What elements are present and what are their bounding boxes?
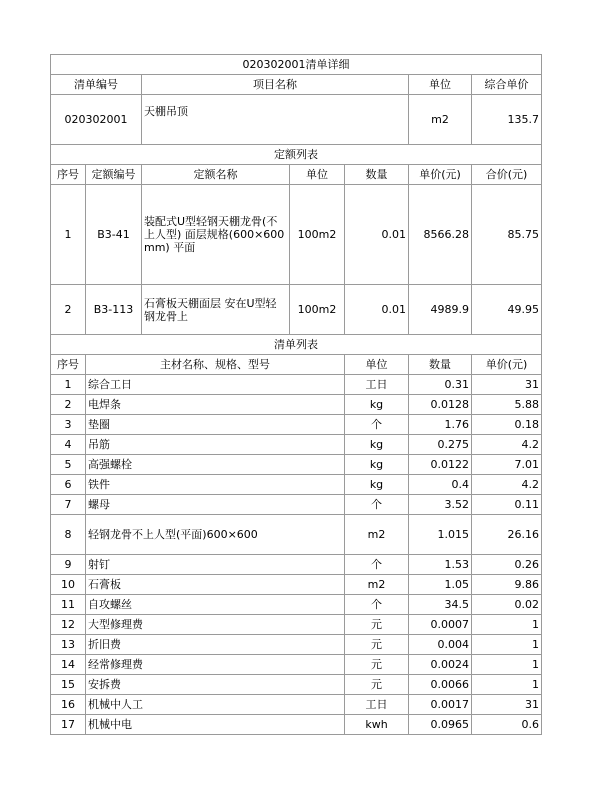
material-row [51,695,542,715]
material-unit-price: 5.88 [472,395,542,415]
material-unit: 元 [345,675,409,695]
material-quantity: 1.015 [409,515,472,555]
material-quantity: 0.4 [409,475,472,495]
material-quantity: 0.0007 [409,615,472,635]
material-unit: kwh [345,715,409,735]
material-unit: 个 [345,555,409,575]
material-unit: 工日 [345,375,409,395]
material-quantity: 0.0024 [409,655,472,675]
material-header-cell: 数量 [409,355,472,375]
material-row [51,475,542,495]
quota-header-cell: 单位 [290,165,345,185]
quota-row [51,185,542,285]
material-row [51,595,542,615]
material-quantity: 3.52 [409,495,472,515]
material-name: 大型修理费 [86,615,345,635]
material-header-cell: 单位 [345,355,409,375]
material-section-title: 清单列表 [51,335,542,355]
quota-unit: 100m2 [290,185,345,285]
material-index: 15 [51,675,86,695]
material-index: 17 [51,715,86,735]
material-unit-price: 1 [472,675,542,695]
material-row [51,495,542,515]
material-unit: 个 [345,595,409,615]
item-price: 135.7 [472,95,542,145]
material-name: 折旧费 [86,635,345,655]
material-index: 3 [51,415,86,435]
quota-index: 1 [51,185,86,285]
material-index: 10 [51,575,86,595]
material-quantity: 1.05 [409,575,472,595]
material-row [51,395,542,415]
quota-quantity: 0.01 [345,285,409,335]
material-row [51,655,542,675]
material-quantity: 0.0128 [409,395,472,415]
material-quantity: 0.0965 [409,715,472,735]
material-name: 综合工日 [86,375,345,395]
material-name: 吊筋 [86,435,345,455]
quota-unit: 100m2 [290,285,345,335]
quota-index: 2 [51,285,86,335]
material-name: 机械中人工 [86,695,345,715]
material-unit: kg [345,435,409,455]
material-quantity: 0.004 [409,635,472,655]
quota-total-price: 49.95 [472,285,542,335]
material-unit: 元 [345,655,409,675]
material-quantity: 1.76 [409,415,472,435]
quota-name: 石膏板天棚面层 安在U型轻钢龙骨上 [142,285,290,335]
material-quantity: 1.53 [409,555,472,575]
quota-code: B3-41 [86,185,142,285]
quota-header-cell: 数量 [345,165,409,185]
material-row [51,575,542,595]
material-header-cell: 主材名称、规格、型号 [86,355,345,375]
material-row [51,715,542,735]
material-row [51,375,542,395]
item-code: 020302001 [51,95,142,145]
material-unit-price: 1 [472,615,542,635]
quota-name: 装配式U型轻钢天棚龙骨(不上人型) 面层规格(600×600mm) 平面 [142,185,290,285]
material-name: 经常修理费 [86,655,345,675]
material-name: 石膏板 [86,575,345,595]
material-unit-price: 1 [472,635,542,655]
material-row [51,515,542,555]
material-row [51,555,542,575]
material-unit: kg [345,395,409,415]
material-unit-price: 1 [472,655,542,675]
table-title: 020302001清单详细 [51,55,542,75]
quota-code: B3-113 [86,285,142,335]
material-unit-price: 0.02 [472,595,542,615]
material-quantity: 0.31 [409,375,472,395]
material-name: 螺母 [86,495,345,515]
material-unit: 个 [345,415,409,435]
material-index: 2 [51,395,86,415]
quota-total-price: 85.75 [472,185,542,285]
material-name: 高强螺栓 [86,455,345,475]
material-quantity: 0.0066 [409,675,472,695]
quota-header-cell: 合价(元) [472,165,542,185]
material-index: 5 [51,455,86,475]
material-unit-price: 4.2 [472,435,542,455]
code-header: 清单编号 [51,75,142,95]
material-index: 12 [51,615,86,635]
item-name: 天棚吊顶 [142,95,409,145]
name-header: 项目名称 [142,75,409,95]
quota-header-row [51,165,542,185]
material-index: 13 [51,635,86,655]
material-header-cell: 单价(元) [472,355,542,375]
material-unit: kg [345,455,409,475]
material-index: 6 [51,475,86,495]
material-index: 9 [51,555,86,575]
material-unit: 个 [345,495,409,515]
material-unit: 元 [345,635,409,655]
material-unit-price: 0.6 [472,715,542,735]
material-unit-price: 0.18 [472,415,542,435]
material-unit-price: 0.11 [472,495,542,515]
material-row [51,435,542,455]
material-quantity: 0.0122 [409,455,472,475]
material-name: 铁件 [86,475,345,495]
quota-header-cell: 定额编号 [86,165,142,185]
material-unit-price: 31 [472,695,542,715]
material-name: 射钉 [86,555,345,575]
material-unit: kg [345,475,409,495]
material-unit: 工日 [345,695,409,715]
quota-header-cell: 序号 [51,165,86,185]
material-name: 自攻螺丝 [86,595,345,615]
material-index: 16 [51,695,86,715]
price-header: 综合单价 [472,75,542,95]
quota-header-cell: 定额名称 [142,165,290,185]
unit-header: 单位 [409,75,472,95]
item-unit: m2 [409,95,472,145]
material-header-cell: 序号 [51,355,86,375]
material-unit: m2 [345,515,409,555]
material-index: 11 [51,595,86,615]
material-row [51,615,542,635]
material-row [51,675,542,695]
quota-unit-price: 4989.9 [409,285,472,335]
material-row [51,635,542,655]
bill-detail-table [50,54,542,735]
material-index: 7 [51,495,86,515]
material-quantity: 0.275 [409,435,472,455]
material-name: 轻钢龙骨不上人型(平面)600×600 [86,515,345,555]
material-unit-price: 31 [472,375,542,395]
material-name: 机械中电 [86,715,345,735]
material-unit-price: 7.01 [472,455,542,475]
material-index: 4 [51,435,86,455]
quota-header-cell: 单价(元) [409,165,472,185]
material-name: 安拆费 [86,675,345,695]
material-unit-price: 0.26 [472,555,542,575]
material-name: 垫圈 [86,415,345,435]
quota-row [51,285,542,335]
material-unit: m2 [345,575,409,595]
material-quantity: 34.5 [409,595,472,615]
material-name: 电焊条 [86,395,345,415]
material-unit-price: 9.86 [472,575,542,595]
material-index: 1 [51,375,86,395]
material-unit: 元 [345,615,409,635]
quota-unit-price: 8566.28 [409,185,472,285]
quota-quantity: 0.01 [345,185,409,285]
material-row [51,455,542,475]
material-quantity: 0.0017 [409,695,472,715]
quota-section-title: 定额列表 [51,145,542,165]
material-index: 14 [51,655,86,675]
material-header-row [51,355,542,375]
material-row [51,415,542,435]
material-unit-price: 4.2 [472,475,542,495]
material-unit-price: 26.16 [472,515,542,555]
material-index: 8 [51,515,86,555]
